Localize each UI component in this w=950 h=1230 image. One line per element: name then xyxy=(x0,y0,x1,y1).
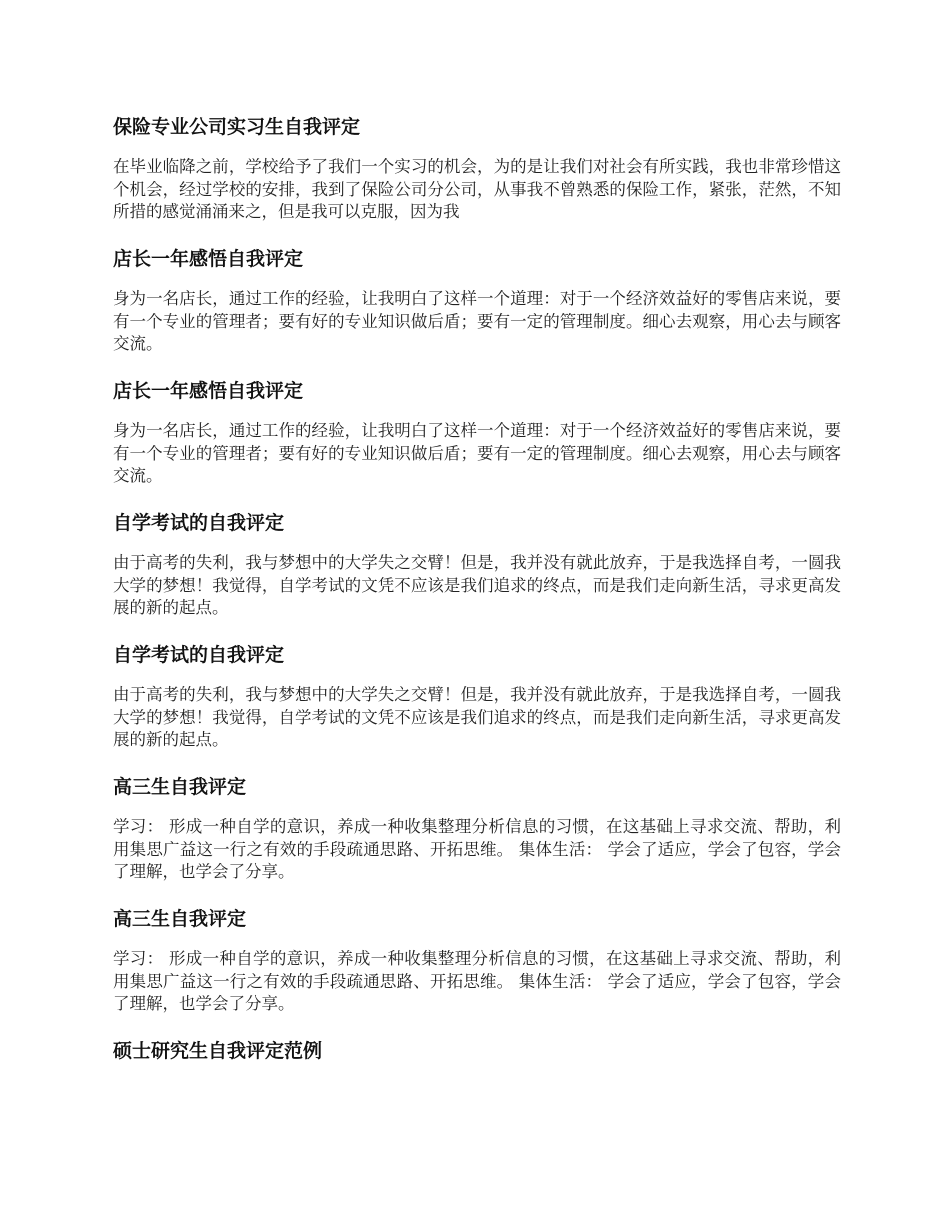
section-1 xyxy=(113,112,841,244)
section-title: 保险专业公司实习生自我评定 xyxy=(113,116,361,138)
document-page xyxy=(113,112,841,1070)
section-title: 高三生自我评定 xyxy=(113,908,247,930)
section-paragraph: 学习： 形成一种自学的意识，养成一种收集整理分析信息的习惯，在这基础上寻求交流、帮助，利用集思广益这一行之有效的手段疏通思路、开拓思维。 集体生活： 学会了适应，学会了包容，学会了理解，也学会了分享。 xyxy=(113,949,841,1013)
section-paragraph: 学习： 形成一种自学的意识，养成一种收集整理分析信息的习惯，在这基础上寻求交流、帮助，利用集思广益这一行之有效的手段疏通思路、开拓思维。 集体生活： 学会了适应，学会了包容，学会了理解，也学会了分享。 xyxy=(113,817,841,881)
section-5 xyxy=(113,640,841,772)
section-title: 硕士研究生自我评定范例 xyxy=(113,1040,323,1062)
section-title: 自学考试的自我评定 xyxy=(113,512,285,534)
section-paragraph: 在毕业临降之前，学校给予了我们一个实习的机会，为的是让我们对社会有所实践，我也非常珍惜这个机会，经过学校的安排，我到了保险公司分公司，从事我不曾熟悉的保险工作，紧张，茫然，不知所措的感觉涌涌来之，但是我可以克服，因为我 xyxy=(113,157,841,221)
section-3 xyxy=(113,376,841,508)
section-paragraph: 由于高考的失利，我与梦想中的大学失之交臂！但是，我并没有就此放弃，于是我选择自考，一圆我大学的梦想！我觉得，自学考试的文凭不应该是我们追求的终点，而是我们走向新生活，寻求更高发展的新的起点。 xyxy=(113,553,841,617)
section-7 xyxy=(113,904,841,1036)
section-title: 高三生自我评定 xyxy=(113,776,247,798)
section-8 xyxy=(113,1036,841,1070)
section-4 xyxy=(113,508,841,640)
section-6 xyxy=(113,772,841,904)
section-title: 店长一年感悟自我评定 xyxy=(113,248,304,270)
section-2 xyxy=(113,244,841,376)
section-paragraph: 身为一名店长，通过工作的经验，让我明白了这样一个道理：对于一个经济效益好的零售店来说，要有一个专业的管理者；要有好的专业知识做后盾；要有一定的管理制度。细心去观察，用心去与顾客交流。 xyxy=(113,421,841,485)
section-paragraph: 由于高考的失利，我与梦想中的大学失之交臂！但是，我并没有就此放弃，于是我选择自考，一圆我大学的梦想！我觉得，自学考试的文凭不应该是我们追求的终点，而是我们走向新生活，寻求更高发展的新的起点。 xyxy=(113,685,841,749)
section-title: 自学考试的自我评定 xyxy=(113,644,285,666)
section-title: 店长一年感悟自我评定 xyxy=(113,380,304,402)
section-paragraph: 身为一名店长，通过工作的经验，让我明白了这样一个道理：对于一个经济效益好的零售店来说，要有一个专业的管理者；要有好的专业知识做后盾；要有一定的管理制度。细心去观察，用心去与顾客交流。 xyxy=(113,289,841,353)
